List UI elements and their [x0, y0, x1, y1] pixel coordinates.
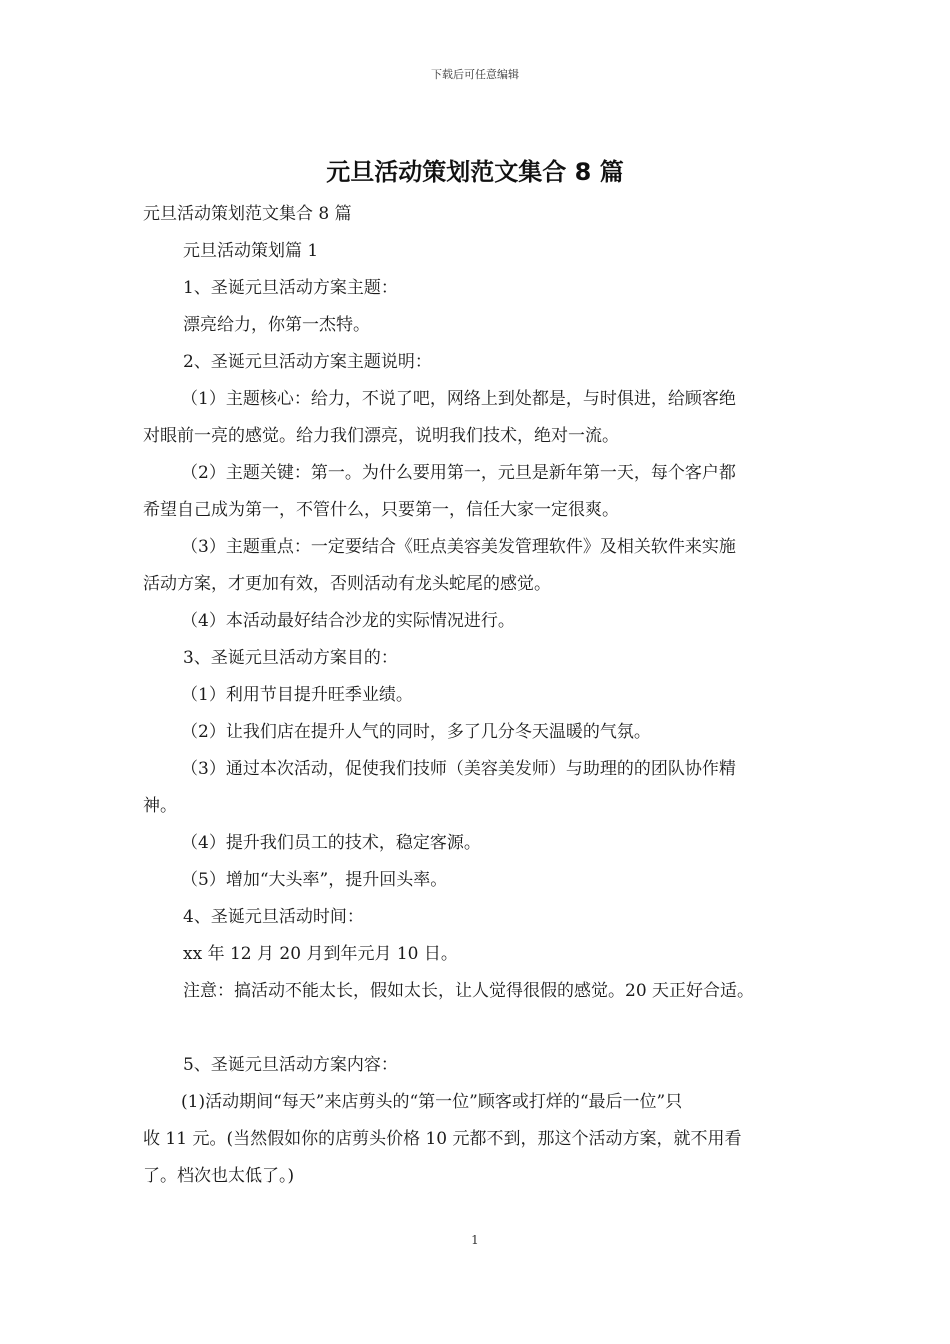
header-note: 下载后可任意编辑: [431, 68, 519, 81]
paragraph: （2）让我们店在提升人气的同时，多了几分冬天温暖的气氛。: [181, 722, 651, 742]
paragraph: 希望自己成为第一，不管什么，只要第一，信任大家一定很爽。: [143, 500, 619, 520]
paragraph: xx 年 12 月 20 月到年元月 10 日。: [183, 944, 458, 964]
paragraph: 神。: [143, 796, 177, 816]
paragraph: 元旦活动策划篇 1: [183, 241, 319, 261]
paragraph: 4、圣诞元旦活动时间：: [183, 907, 364, 927]
page-number: 1: [471, 1233, 479, 1247]
paragraph: （4）本活动最好结合沙龙的实际情况进行。: [181, 611, 515, 631]
paragraph: 5、圣诞元旦活动方案内容：: [183, 1055, 398, 1075]
paragraph: 漂亮给力，你第一杰特。: [183, 315, 370, 335]
blank-line: [143, 1010, 823, 1047]
paragraph: （5）增加“大头率”，提升回头率。: [181, 870, 448, 890]
paragraph: （2）主题关键：第一。为什么要用第一，元旦是新年第一天，每个客户都: [181, 463, 736, 483]
paragraph: 3、圣诞元旦活动方案目的：: [183, 648, 398, 668]
paragraph: 注意：搞活动不能太长，假如太长，让人觉得很假的感觉。20 天正好合适。: [183, 981, 755, 1001]
paragraph: 1、圣诞元旦活动方案主题：: [183, 278, 398, 298]
paragraph: 了。档次也太低了。): [143, 1166, 295, 1186]
paragraph: 活动方案，才更加有效，否则活动有龙头蛇尾的感觉。: [143, 574, 551, 594]
paragraph: （1）利用节目提升旺季业绩。: [181, 685, 413, 705]
paragraph: 收 11 元。(当然假如你的店剪头价格 10 元都不到，那这个活动方案，就不用看: [143, 1129, 742, 1149]
paragraph: 对眼前一亮的感觉。给力我们漂亮，说明我们技术，绝对一流。: [143, 426, 619, 446]
paragraph: 2、圣诞元旦活动方案主题说明：: [183, 352, 432, 372]
paragraph: 元旦活动策划范文集合 8 篇: [143, 204, 352, 224]
paragraph: (1)活动期间“每天”来店剪头的“第一位”顾客或打烊的“最后一位”只: [181, 1092, 683, 1112]
paragraph: （3）通过本次活动，促使我们技师（美容美发师）与助理的的团队协作精: [181, 759, 736, 779]
document-title: 元旦活动策划范文集合 8 篇: [326, 158, 624, 186]
paragraph: （1）主题核心：给力，不说了吧，网络上到处都是，与时俱进，给顾客绝: [181, 389, 736, 409]
paragraph: （4）提升我们员工的技术，稳定客源。: [181, 833, 481, 853]
paragraph: （3）主题重点：一定要结合《旺点美容美发管理软件》及相关软件来实施: [181, 537, 736, 557]
document-body: [143, 196, 823, 1195]
